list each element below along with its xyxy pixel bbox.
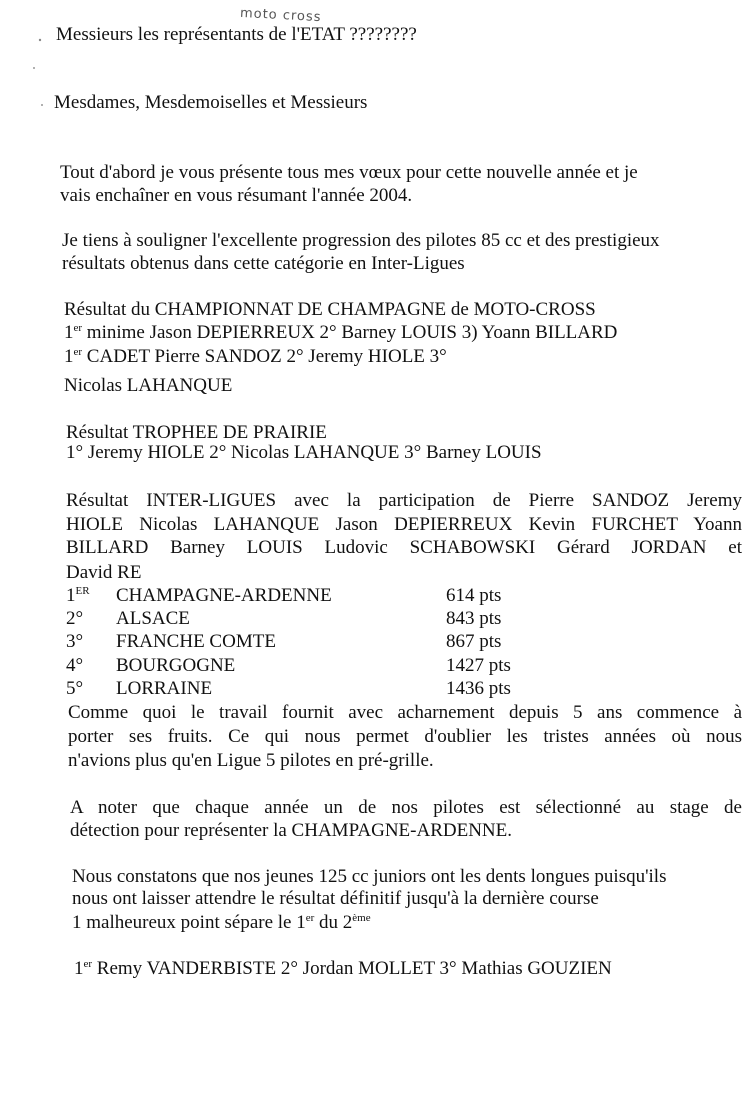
inter-ligues-line-4: David RE xyxy=(66,562,142,583)
ranking-row xyxy=(66,607,501,630)
travail-line-3: n'avions plus qu'en Ligue 5 pilotes en pré-grille. xyxy=(68,750,434,771)
ranking-row xyxy=(66,630,501,653)
championnat-minime: 1er minime Jason DEPIERREUX 2° Barney LOUIS 3) Yoann BILLARD xyxy=(64,322,618,343)
championnat-cadet: 1er CADET Pierre SANDOZ 2° Jeremy HIOLE 3° xyxy=(64,346,447,367)
voeux-line-2: vais enchaîner en vous résumant l'année 2004. xyxy=(60,185,413,206)
ranking-points: 867 pts xyxy=(446,631,502,652)
ranking-row xyxy=(66,584,501,607)
ranking-rank: 4° xyxy=(66,655,84,676)
ranking-rank: 1ER xyxy=(66,585,90,606)
voeux-line-1: Tout d'abord je vous présente tous mes vœux pour cette nouvelle année et je xyxy=(60,162,638,183)
ranking-points: 614 pts xyxy=(446,585,502,606)
progression-line-1: Je tiens à souligner l'excellente progression des pilotes 85 cc et des prestigieux xyxy=(62,230,660,251)
juniors-line-2: nous ont laisser attendre le résultat définitif jusqu'à la dernière course xyxy=(72,888,599,909)
ranking-rank: 2° xyxy=(66,608,84,629)
ranking-rank: 3° xyxy=(66,631,84,652)
ranking-team: BOURGOGNE xyxy=(116,655,236,676)
ranking-row xyxy=(66,654,511,677)
greeting-audience: Mesdames, Mesdemoiselles et Messieurs xyxy=(54,92,368,113)
trophee-result: 1° Jeremy HIOLE 2° Nicolas LAHANQUE 3° Barney LOUIS xyxy=(66,442,542,463)
ranking-row xyxy=(66,677,511,700)
scan-specks xyxy=(30,30,50,110)
ranking-points: 1436 pts xyxy=(446,678,511,699)
ranking-team: LORRAINE xyxy=(116,678,213,699)
inter-ligues-line-3: BILLARD Barney LOUIS Ludovic SCHABOWSKI Gérard JORDAN et xyxy=(66,537,742,558)
juniors-line-1: Nous constatons que nos jeunes 125 cc juniors ont les dents longues puisqu'ils xyxy=(72,866,667,887)
ranking-rank: 5° xyxy=(66,678,84,699)
travail-line-1: Comme quoi le travail fournit avec acharnement depuis 5 ans commence à xyxy=(68,702,742,723)
juniors-line-3: 1 malheureux point sépare le 1er du 2ème xyxy=(72,912,371,933)
trophee-title: Résultat TROPHEE DE PRAIRIE xyxy=(66,422,327,443)
ranking-team: ALSACE xyxy=(116,608,190,629)
handwritten-note: moto cross xyxy=(239,5,322,26)
stage-line-1: A noter que chaque année un de nos pilotes est sélectionné au stage de xyxy=(70,797,742,818)
inter-ligues-line-1: Résultat INTER-LIGUES avec la participation de Pierre SANDOZ Jeremy xyxy=(66,490,742,511)
progression-line-2: résultats obtenus dans cette catégorie en Inter-Ligues xyxy=(62,253,465,274)
ranking-points: 1427 pts xyxy=(446,655,511,676)
championnat-title: Résultat du CHAMPIONNAT DE CHAMPAGNE de MOTO-CROSS xyxy=(64,299,596,320)
ranking-points: 843 pts xyxy=(446,608,502,629)
travail-line-2: porter ses fruits. Ce qui nous permet d'oublier les tristes années où nous xyxy=(68,726,742,747)
final-result: 1er Remy VANDERBISTE 2° Jordan MOLLET 3° Mathias GOUZIEN xyxy=(74,958,612,979)
ranking-team: CHAMPAGNE-ARDENNE xyxy=(116,585,332,606)
championnat-cadet-cont: Nicolas LAHANQUE xyxy=(64,375,233,396)
stage-line-2: détection pour représenter la CHAMPAGNE-ARDENNE. xyxy=(70,820,513,841)
ranking-team: FRANCHE COMTE xyxy=(116,631,276,652)
inter-ligues-line-2: HIOLE Nicolas LAHANQUE Jason DEPIERREUX Kevin FURCHET Yoann xyxy=(66,514,742,535)
greeting-officials: Messieurs les représentants de l'ETAT ???????? xyxy=(56,24,417,45)
